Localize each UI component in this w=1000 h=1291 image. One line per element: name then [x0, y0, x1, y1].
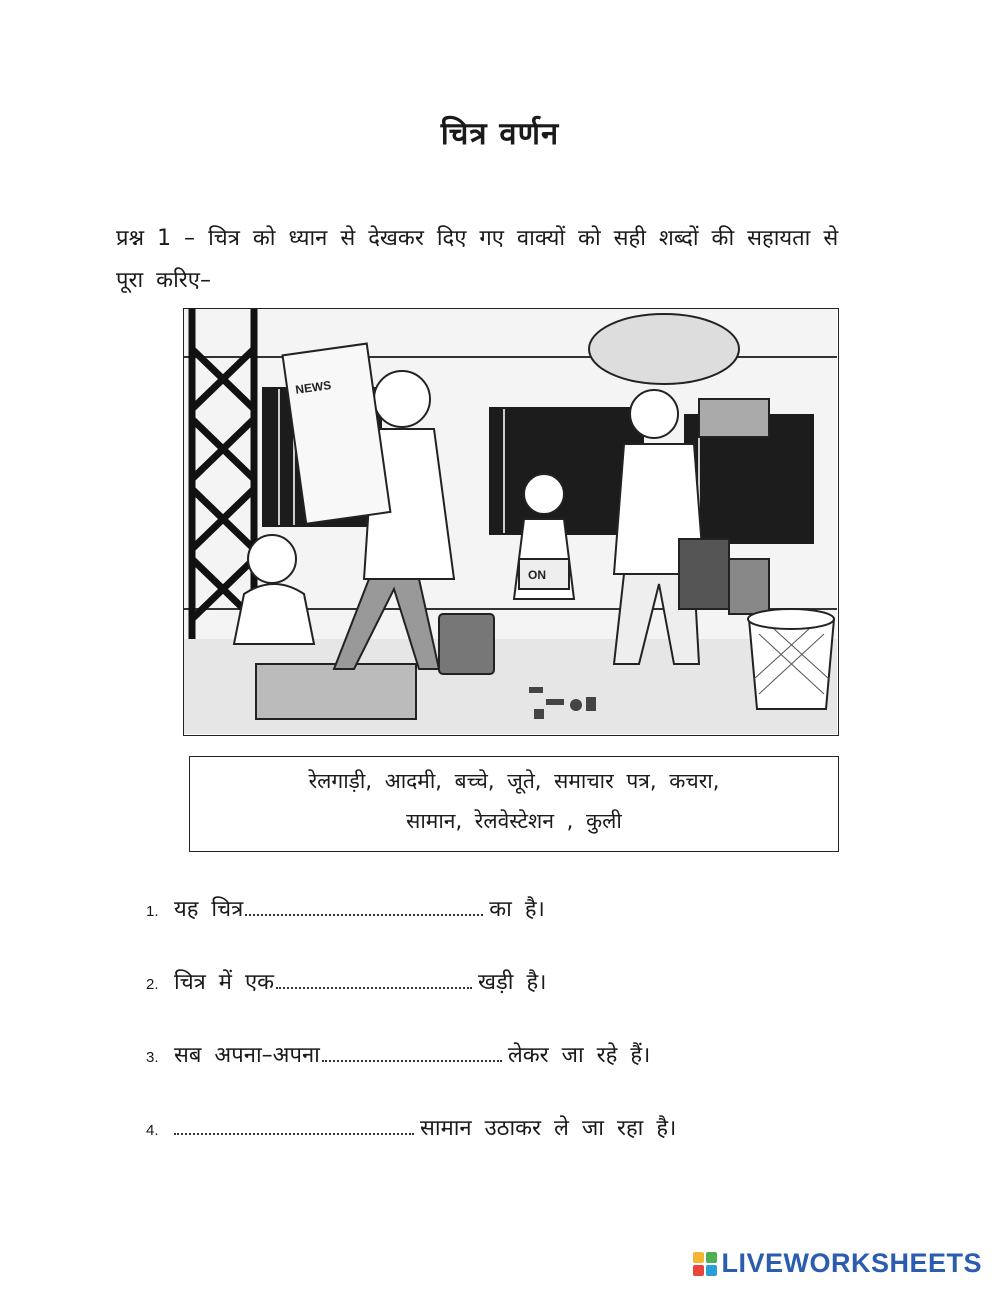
- item-number: 1.: [146, 903, 159, 920]
- item-text-before: सब अपना–अपना: [174, 1043, 320, 1068]
- question-label: प्रश्न 1 –: [116, 226, 196, 251]
- fill-item-2: [146, 966, 906, 1039]
- liveworksheets-logo: [693, 1248, 982, 1279]
- question-1: [116, 218, 856, 302]
- newspaper-label: NEWS: [294, 377, 333, 397]
- question-text: चित्र को ध्यान से देखकर दिए गए वाक्यों को सही शब्दों की सहायता से पूरा करिए–: [116, 226, 839, 293]
- illustration-svg: [184, 309, 837, 734]
- item-number: 2.: [146, 976, 159, 993]
- railway-station-illustration: [183, 308, 839, 736]
- bag-label: ON: [528, 568, 546, 582]
- shoe-shine-box: [256, 664, 416, 719]
- logo-text: LIVEWORKSHEETS: [721, 1248, 982, 1278]
- word-bank-line-1: रेलगाड़ी, आदमी, बच्चे, जूते, समाचार पत्र, कचरा,: [308, 769, 720, 793]
- bedroll: [589, 314, 739, 384]
- logo-block: [693, 1265, 704, 1276]
- word-bank-line-2: सामान, रेलवेस्टेशन , कुली: [406, 809, 622, 833]
- fill-item-1: [146, 893, 906, 966]
- logo-block: [706, 1265, 717, 1276]
- waste-bin: [748, 609, 834, 709]
- suitcase: [439, 614, 494, 674]
- item-number: 4.: [146, 1122, 159, 1139]
- fill-in-blanks-list: [146, 893, 906, 1185]
- page-title: चित्र वर्णन: [440, 116, 560, 152]
- logo-block: [693, 1252, 704, 1263]
- item-text-before: चित्र में एक: [174, 970, 275, 995]
- item-text-after: खड़ी है।: [478, 970, 547, 995]
- item-text-after: लेकर जा रहे हैं।: [507, 1043, 651, 1068]
- word-bank: [189, 756, 839, 852]
- blank-field[interactable]: [322, 1042, 502, 1062]
- blank-field[interactable]: [276, 969, 472, 989]
- item-text-after: सामान उठाकर ले जा रहा है।: [420, 1116, 677, 1141]
- fill-item-4: [146, 1112, 906, 1185]
- logo-block: [706, 1252, 717, 1263]
- item-number: 3.: [146, 1049, 159, 1066]
- item-text-after: का है।: [489, 897, 545, 922]
- fill-item-3: [146, 1039, 906, 1112]
- logo-blocks-icon: [693, 1252, 717, 1276]
- item-text-before: यह चित्र: [174, 897, 244, 922]
- blank-field[interactable]: [174, 1115, 414, 1135]
- blank-field[interactable]: [245, 896, 483, 916]
